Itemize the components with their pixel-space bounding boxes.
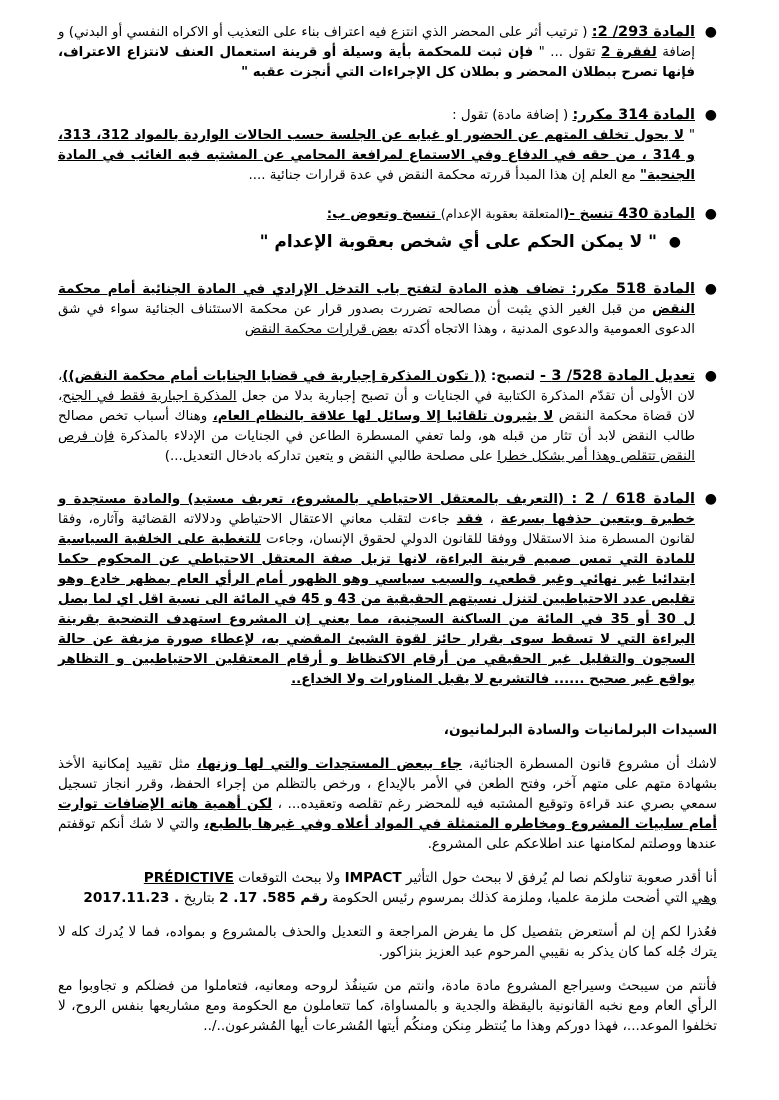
closing-paragraph-4: فأنتم من سيبحث وسيراجع المشروع مادة مادة، وانتم من سَينفُذ لروحه ومعانيه، فتعاملوا من فضلكم و تجاوبوا مع الرأي العام ومع نخبه القانونية باليقظة والجدية و بالمساواة، كما تتعاملون مع الحكومة ومع مشاريعها بنفس الروح، لا تخلفوا الموعد...، فهذا دوركم وهذا ما يُنتظر مِنكن ومنكُم أيتها المُشرعات أيها المُشرعون../.. xyxy=(58,978,717,1034)
article-518-title: المادة 518 xyxy=(615,281,695,297)
article-618-fa-qad: فقد xyxy=(456,512,483,527)
article-528-title2: لتصبح: xyxy=(485,369,541,384)
closing-p1-c: والتي لا شك أنكم توقفتم عندها ووصلتم لمكامنها عند اطلاعكم على المشروع. xyxy=(58,816,717,852)
article-618-definition: (التعريف بالمعتقل الاحتياطي بالمشروع، تعريف مستبد) والمادة مستجدة و خطيرة ويتعين حذفها بسرعة xyxy=(58,492,695,527)
closing-p2-date: 2017.11.23 . xyxy=(83,890,180,906)
article-430 xyxy=(58,204,717,253)
closing-p2-b: ولا ببحث التوقعات xyxy=(233,870,345,886)
article-314-title: المادة 314 مكرر: xyxy=(572,107,695,123)
closing-paragraph-2 xyxy=(58,868,717,908)
articles-list xyxy=(58,22,717,690)
article-528-misdemeanor-ref: المذكرة اجبارية فقط في الجنح xyxy=(62,389,237,404)
closing-p2-decree: رقم 585. 17. 2 xyxy=(219,890,328,906)
closing-p1-highlight: جاء ببعض المستجدات والتي لها وزنها، xyxy=(196,756,463,772)
article-518-heading: تضاف هذه المادة لتفتح باب التدخل الإرادي في المادة الجنائية أمام محكمة النقض xyxy=(58,282,695,317)
article-518-title2: مكرر: xyxy=(564,282,616,297)
closing-p2-a: أنا أقدر صعوبة تناولكم نصا لم يُرفق لا ببحث حول التأثير xyxy=(401,870,717,886)
article-528-text3: وهناك أسباب تخص مصالح طالب النقض لابد أن تثار من قبله هو، ولما تعفي المسطرة الطاعن في الجنايات من الإدلاء بالمذكرة xyxy=(58,409,695,444)
article-518 xyxy=(58,279,717,340)
closing-paragraph-1 xyxy=(58,754,717,854)
closing-p2-predictive: PRÉDICTIVE xyxy=(143,870,234,886)
article-618-title: المادة 618 / 2 : xyxy=(571,491,695,507)
article-314-text: ( إضافة مادة) تقول : xyxy=(452,108,573,123)
article-293-text2: تقول ... " xyxy=(533,45,602,60)
article-618 xyxy=(58,489,717,690)
article-528-risk: فإن فرص النقض تتقلص وهذا أمر يشكل خطرا xyxy=(58,429,695,464)
closing-section xyxy=(58,720,717,1036)
article-528-title: تعديل المادة 528/ 3 - xyxy=(540,368,695,384)
article-314 xyxy=(58,105,717,186)
article-293-title: المادة 293/ 2: xyxy=(591,24,695,40)
article-314-quote-open: " xyxy=(684,128,695,143)
article-293 xyxy=(58,22,717,83)
article-518-cassation-ref: بعض قرارات محكمة النقض xyxy=(244,322,398,337)
article-528-text1: ، لان الأولى أن تقدّم المذكرة الكتابية في الجنايات و أن تصبح إجبارية بدلا من جعل xyxy=(58,369,695,404)
article-293-paragraph-ref: لفقرة 2 xyxy=(601,45,657,60)
article-528-new-text: (( تكون المذكرة إجبارية في قضايا الجنايات أمام محكمة النقض)) xyxy=(62,369,486,384)
article-430-new-text: ● " لا يمكن الحكم على أي شخص بعقوبة الإعدام " xyxy=(58,231,695,253)
article-293-quote: فإن ثبت للمحكمة بأية وسيلة أو قرينة استعمال العنف لانتزاع الاعتراف، فإنها تصرح ببطلان المحضر و بطلان كل الإجراءات التي أنجزت عقبه " xyxy=(58,45,695,80)
article-528 xyxy=(58,366,717,467)
article-528-text4: على مصلحة طالبي النقض و يتعين تداركه بادخال التعديل...) xyxy=(164,449,498,464)
article-528-public-order: لا يثيرون تلقائيا إلا وسائل لها علاقة بالنظام العام، xyxy=(212,409,554,424)
closing-p2-c: التي أضحت ملزمة علميا، وملزمة كذلك بمرسوم رئيس الحكومة xyxy=(327,890,692,906)
article-430-text: المتعلقة بعقوبة الإعدام) xyxy=(440,206,564,221)
article-314-text2: مع العلم إن هذا المبدأ قررته محكمة النقض في عدة قرارات جنائية .... xyxy=(248,168,641,183)
closing-p1-b: مثل تقييد إمكانية الأخذ بشهادة متهم على متهم آخر، وفتح الطعن في الأمر بالإيداع ، ورخص بالتظلم من إجراء الحفظ، وقرر انجاز تسجيل سمعي بصري عند قراءة وتوقيع المشتبه فيه للمحضر رغم تقلصه وتعقيده... ، xyxy=(58,756,717,812)
article-430-title2: تنسخ -( xyxy=(563,207,619,222)
article-618-critique: للتغطية على الخلفية السياسية للمادة التي تمس صميم قرينة البراءة، لانها تزيل صفة المعتقل الاحتياطي عن المحكوم حكما ابتدائيا غير نهائي وغير قطعي، والسبب سياسي وهو الظهور أمام الرأي العام بمظهر خادع وهو تقليص عدد الاحتياطيين لتنزل نسبتهم الحقيقية من 43 و 45 في المائة الى نسبة اقل اي لما يصل ل 30 أو 35 في المائة من الساكنة السجنية، مما يعني إن المشروع استهدف التضحية بقرينة البراءة التي لا تسقط سوى بقرار حائز لقوة الشيئ المقضي به، لإعطاء صورة مزيفة عن حالة السجون والتقليل غير الحقيقي من أرقام الاكتظاظ و أرقام المعتقلين الاحتياطيين و التظاهر بواقع غير صحيح ...... فالتشريع لا يقبل المناورات ولا الخداع.. xyxy=(58,532,696,687)
closing-p1-a: لاشك أن مشروع قانون المسطرة الجنائية، xyxy=(462,756,717,772)
closing-p2-wahiya: وهي xyxy=(691,890,717,906)
closing-salutation: السيدات البرلمانيات والسادة البرلمانيون، xyxy=(443,722,717,738)
closing-paragraph-3: فعُذرا لكم إن لم أستعرض بتفصيل كل ما يفرض المراجعة و التعديل والحذف بالمشروع و بمواده، فما لا يُدرك كله لا يترك جُله كما كان يذكر به نقيبي المرحوم عبد العزيز بنزاكور. xyxy=(58,924,717,960)
article-314-quote: لا يحول تخلف المتهم عن الحضور او غيابه عن الجلسة حسب الحالات الواردة بالمواد 312، 313، و 314 ، من حقه في الدفاع وفي الاستماع لمرافعة المحامي عن المشتبه فيه الغائب في المادة الجنحية" xyxy=(58,128,695,183)
article-430-replace: تنسخ وتعوض ب: xyxy=(326,207,441,222)
closing-p2-d: بتاريخ xyxy=(179,890,220,906)
article-518-text: من قبل الغير الذي يثبت أن مصالحه تضررت بصدور قرار عن محكمة الاستئناف الجنائية سواء في شق الدعوى العمومية والدعوى المدنية ، وهذا الاتجاه أكدته xyxy=(58,302,695,337)
article-430-title: المادة 430 xyxy=(618,206,695,222)
closing-p1-highlight2: لكن أهمية هاته الإضافات توارت أمام سلبيات المشروع ومخاطره المتمثلة في المواد أعلاه وفي غيرها بالطبع، xyxy=(58,796,717,832)
article-618-text1: ، xyxy=(482,512,501,527)
article-293-text: ( ترتيب أثر على المحضر الذي انتزع فيه اعتراف بناء على التعذيب أو الاكراه النفسي أو البدني) و إضافة xyxy=(58,25,696,60)
article-618-text2: جاءت لتقلب معاني الاعتقال الاحتياطي ودلالاته القضائية وآثاره، وفقا لقانون المسطرة منذ الاستقلال ووفقا للقانون الدولي لحقوق الإنسان، وجاءت xyxy=(58,512,695,547)
article-430-sublist xyxy=(58,231,695,253)
article-528-text2: ، لان قضاة محكمة النقض xyxy=(58,389,695,424)
closing-p2-impact: IMPACT xyxy=(344,870,402,886)
